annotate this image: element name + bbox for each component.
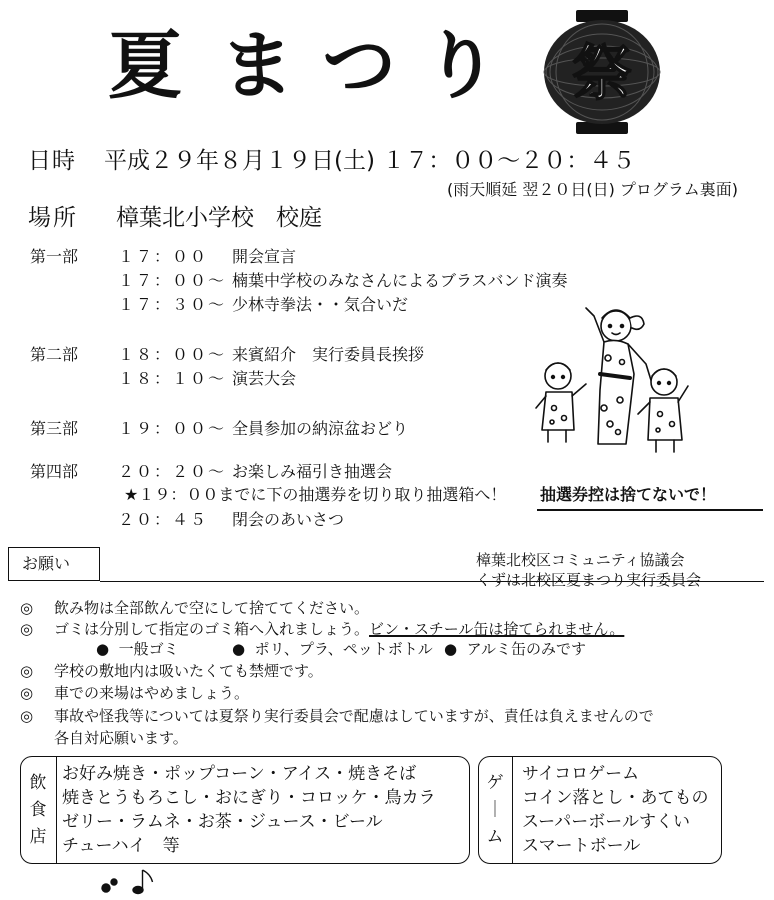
food-label-char: 食	[29, 800, 47, 820]
lantern-icon	[538, 8, 666, 136]
part-label: 第四部	[30, 462, 79, 481]
trash-category: ● 一般ゴミ	[96, 640, 179, 658]
game-line: スマートボール	[522, 836, 641, 856]
request-header-label: お願い	[22, 554, 71, 573]
title-char: つ	[322, 23, 396, 109]
date-line	[28, 146, 635, 176]
request-item: ◎ 学校の敷地内は吸いたくても禁煙です。	[20, 662, 323, 680]
program-row: １８：００～ 来賓紹介 実行委員長挨拶	[118, 345, 425, 364]
program-row: ２０：２０～ お楽しみ福引き抽選会	[118, 462, 393, 481]
part-label: 第三部	[30, 419, 79, 438]
games-box-divider	[512, 757, 513, 863]
food-line: 焼きとうもろこし・おにぎり・コロッケ・鳥カラ	[62, 788, 436, 808]
music-notes-icon	[96, 862, 160, 898]
bullet-icon: ●	[232, 640, 246, 658]
program-row: １７：００ 開会宣言	[118, 247, 297, 266]
bullet-icon: ●	[96, 640, 110, 658]
place-spot: 校庭	[276, 205, 322, 231]
place-line	[28, 203, 322, 233]
game-label-char: ｜	[486, 800, 504, 820]
request-item-continuation: 各自対応願います。	[54, 729, 188, 747]
double-circle-icon: ◎	[20, 599, 34, 617]
program-row: １８：１０～ 演芸大会	[118, 369, 297, 388]
trash-category: ● ポリ、プラ、ペットボトル	[232, 640, 433, 658]
game-label-char: ム	[486, 827, 504, 847]
game-line: コイン落とし・あてもの	[522, 788, 709, 808]
date-label: 日時	[28, 148, 76, 174]
game-label-char: ゲ	[486, 773, 504, 793]
part-label: 第二部	[30, 345, 79, 364]
title-char: り	[424, 23, 498, 109]
game-line: スーパーボールすくい	[522, 812, 690, 832]
double-circle-icon: ◎	[20, 662, 34, 680]
title-char: 夏	[108, 23, 182, 109]
dancing-children-illustration	[534, 304, 690, 456]
trash-category: ● アルミ缶のみです	[444, 640, 587, 658]
program-row: １７：３０～ 少林寺拳法・・気合いだ	[118, 295, 409, 314]
double-circle-icon: ◎	[20, 684, 34, 702]
request-item: ◎ 飲み物は全部飲んで空にして捨ててください。	[20, 599, 370, 617]
keep-stub-note: 抽選券控は捨てないで！	[540, 485, 717, 504]
rain-note: (雨天順延 翌２０日(日) プログラム裏面)	[447, 180, 738, 199]
bullet-icon: ●	[444, 640, 458, 658]
organizer-line-1: 樟葉北校区コミュニティ協議会	[476, 551, 685, 569]
program-row: １９：００～ 全員参加の納涼盆おどり	[118, 419, 409, 438]
organizer-line-2: くずは北校区夏まつり実行委員会	[476, 571, 702, 589]
lantern-char: 祭	[572, 39, 632, 109]
date-value: 平成２９年８月１９日(土) １７：００～２０：４５	[104, 148, 636, 174]
food-box-divider	[56, 757, 57, 863]
food-label-char: 店	[29, 827, 47, 847]
food-label-char: 飲	[29, 773, 47, 793]
food-line: ゼリー・ラムネ・お茶・ジュース・ビール	[62, 812, 383, 832]
food-line: チューハイ 等	[62, 836, 180, 856]
double-circle-icon: ◎	[20, 707, 34, 725]
lottery-note: ★１９：００までに下の抽選券を切り取り抽選箱へ！	[124, 485, 507, 504]
part-label: 第一部	[30, 247, 79, 266]
place-label: 場所	[28, 205, 78, 231]
program-row: ２０：４５ 閉会のあいさつ	[118, 510, 345, 529]
keep-note-underline	[537, 509, 763, 511]
game-line: サイコロゲーム	[522, 764, 640, 784]
double-circle-icon: ◎	[20, 620, 34, 638]
food-line: お好み焼き・ポップコーン・アイス・焼きそば	[62, 764, 417, 784]
request-item: ◎ 車での来場はやめましょう。	[20, 684, 250, 702]
place-school: 樟葉北小学校	[116, 205, 254, 231]
request-item: ◎ ゴミは分別して指定のゴミ箱へ入れましょう。ビン・スチール缶は捨てられません。	[20, 620, 625, 638]
can-note: ビン・スチール缶は捨てられません。	[369, 620, 625, 638]
program-row: １７：００～ 楠葉中学校のみなさんによるブラスバンド演奏	[118, 271, 568, 290]
title-char: ま	[220, 23, 294, 109]
request-item: ◎ 事故や怪我等については夏祭り実行委員会で配慮はしていますが、責任は負えませんので	[20, 707, 654, 725]
